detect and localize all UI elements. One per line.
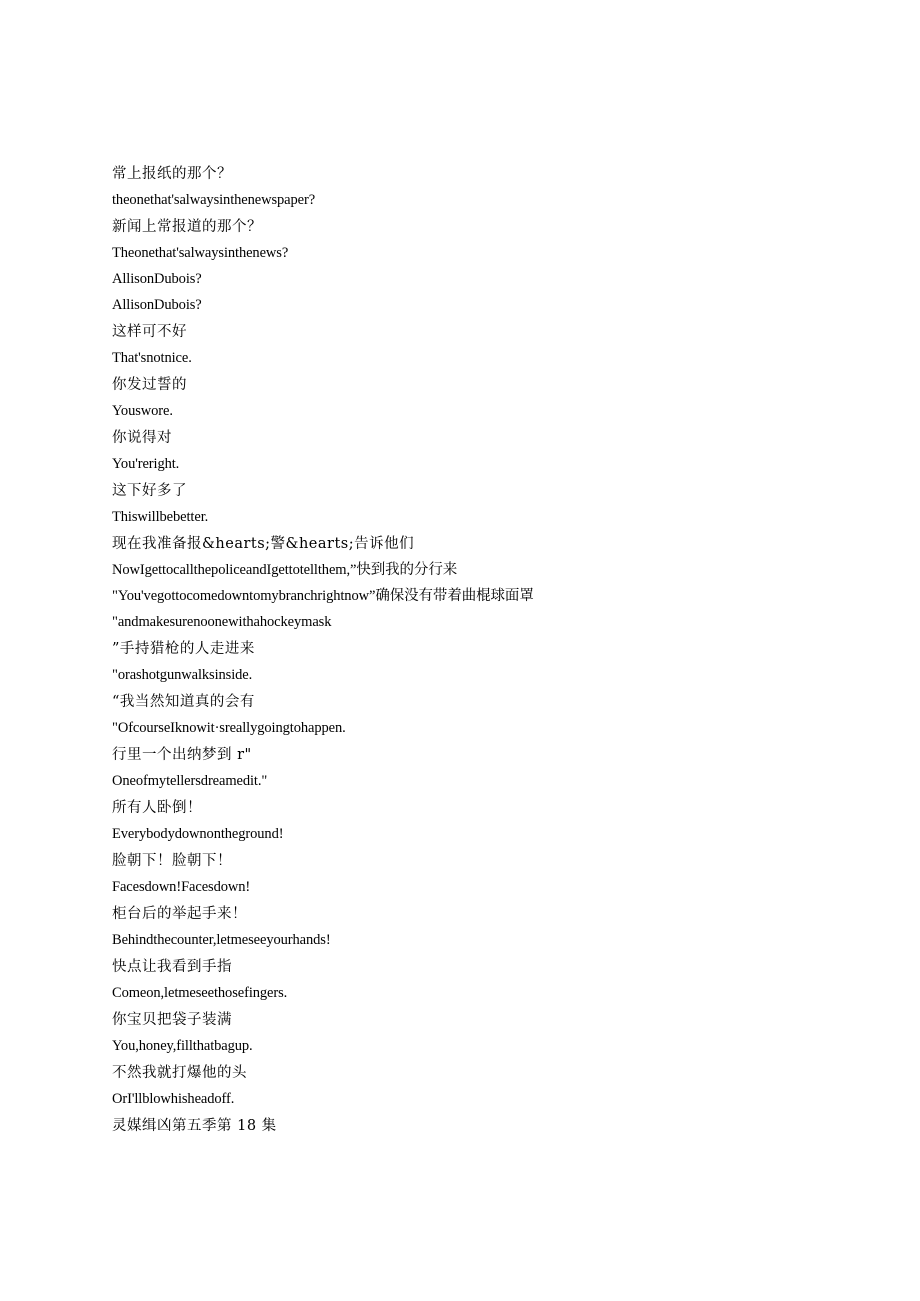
subtitle-line-chinese: 这下好多了 xyxy=(112,483,187,499)
subtitle-line-english: "andmakesurenoonewithahockeymask xyxy=(112,614,332,630)
subtitle-line-english: Youswore. xyxy=(112,403,173,419)
subtitle-line-chinese: 这样可不好 xyxy=(112,324,187,340)
subtitle-line-chinese: “我当然知道真的会有 xyxy=(112,694,255,710)
subtitle-line-chinese: 你说得对 xyxy=(112,430,172,446)
subtitle-line-english: "You'vegottocomedowntomybranchrightnow”确保没有带着曲棍球面罩 xyxy=(112,588,534,604)
subtitle-line-english: Everybodydownontheground! xyxy=(112,826,284,842)
subtitle-line-chinese: 常上报纸的那个？ xyxy=(112,166,232,182)
subtitle-line-chinese: 你宝贝把袋子装满 xyxy=(112,1012,232,1028)
subtitle-line-chinese: ”手持猎枪的人走进来 xyxy=(112,641,255,657)
subtitle-line-chinese: 新闻上常报道的那个？ xyxy=(112,219,262,235)
subtitle-line-english: Comeon,letmeseethosefingers. xyxy=(112,985,288,1001)
subtitle-line-english: AllisonDubois? xyxy=(112,271,202,287)
subtitle-line-chinese: 行里一个出纳梦到 r" xyxy=(112,747,252,763)
subtitle-line-english: That'snotnice. xyxy=(112,350,192,366)
subtitle-line-english: Behindthecounter,letmeseeyourhands! xyxy=(112,932,331,948)
subtitle-line-english: theonethat'salwaysinthenewspaper? xyxy=(112,192,316,208)
subtitle-line-english: You'reright. xyxy=(112,456,180,472)
subtitle-line-chinese: 灵媒缉凶第五季第 18 集 xyxy=(112,1118,277,1134)
subtitle-line-chinese: 所有人卧倒！ xyxy=(112,800,202,816)
subtitle-line-chinese: 现在我准备报&hearts;警&hearts;告诉他们 xyxy=(112,536,415,552)
subtitle-line-chinese: 柜台后的举起手来！ xyxy=(112,906,247,922)
document-page xyxy=(112,160,892,1139)
subtitle-line-english: OrI'llblowhisheadoff. xyxy=(112,1091,235,1107)
subtitle-line-chinese: 不然我就打爆他的头 xyxy=(112,1065,247,1081)
subtitle-line-english: AllisonDubois? xyxy=(112,297,202,313)
subtitle-line-english: "OfcourseIknowit·sreallygoingtohappen. xyxy=(112,720,346,736)
subtitle-line-english: Theonethat'salwaysinthenews? xyxy=(112,245,289,261)
subtitle-line-english: "orashotgunwalksinside. xyxy=(112,667,253,683)
subtitle-line-english: NowIgettocallthepoliceandIgettotellthem,”快到我的分行来 xyxy=(112,562,458,578)
subtitle-line-chinese: 快点让我看到手指 xyxy=(112,959,232,975)
subtitle-line-english: Facesdown!Facesdown! xyxy=(112,879,251,895)
subtitle-line-chinese: 你发过誓的 xyxy=(112,377,187,393)
subtitle-line-english: Thiswillbebetter. xyxy=(112,509,209,525)
subtitle-line-english: Oneofmytellersdreamedit." xyxy=(112,773,268,789)
subtitle-line-chinese: 脸朝下！脸朝下！ xyxy=(112,853,232,869)
subtitle-line-english: You,honey,fillthatbagup. xyxy=(112,1038,253,1054)
